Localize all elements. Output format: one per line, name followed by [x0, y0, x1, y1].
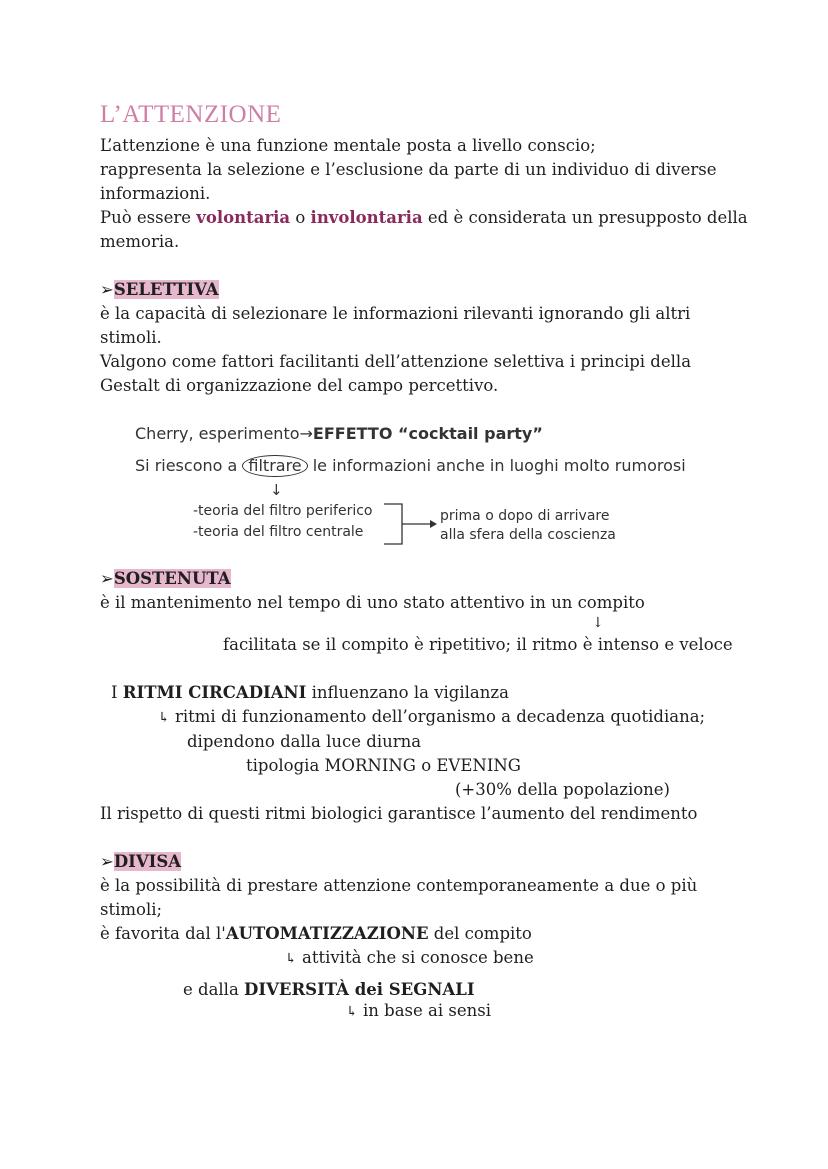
ritmi-circadiani: RITMI CIRCADIANI [122, 683, 307, 702]
selettiva-line-1: è la capacità di selezionare le informazioni rilevanti ignorando gli altri [100, 304, 691, 323]
intro-line-1: L’attenzione è una funzione mentale posta a livello conscio; [100, 136, 596, 155]
selettiva-line-3: Valgono come fattori facilitanti dell’attenzione selettiva i principi della [100, 352, 692, 371]
divisa-text: è favorita dal l' [100, 924, 226, 943]
divisa-line-3 [100, 922, 532, 946]
intro-line-4 [100, 206, 748, 230]
cocktail-party-effect: EFFETTO “cocktail party” [312, 424, 543, 443]
intro-text: Può essere [100, 208, 197, 227]
theory-central: -teoria del filtro centrale [193, 524, 364, 540]
intro-line-2: rappresenta la selezione e l’esclusione da parte di un individuo di diverse [100, 160, 717, 179]
heading-divisa: DIVISA [113, 852, 182, 871]
ritmi-text: I [111, 683, 123, 702]
filter-result-2: alla sfera della coscienza [440, 527, 616, 543]
filter-sentence [135, 455, 686, 477]
section-heading-selettiva [100, 278, 219, 302]
bullet-arrow-icon: ➢ [100, 569, 114, 588]
filtrare-circled: filtrare [242, 455, 307, 477]
heading-sostenuta: SOSTENUTA [113, 569, 231, 588]
down-arrow-icon: ↓ [270, 481, 283, 499]
return-arrow-icon: ↳ [346, 1004, 358, 1020]
intro-text: ed è considerata un presupposto della [422, 208, 748, 227]
section-heading-sostenuta [100, 567, 231, 591]
divisa-line-6 [346, 999, 491, 1024]
intro-text: o [290, 208, 311, 227]
cherry-text: Cherry, esperimento→ [135, 424, 313, 443]
divisa-text: del compito [428, 924, 532, 943]
selettiva-line-4: Gestalt di organizzazione del campo percettivo. [100, 376, 499, 395]
page-title: L’ATTENZIONE [100, 101, 282, 128]
ritmi-line-5: (+30% della popolazione) [455, 780, 670, 799]
divisa-line-2: stimoli; [100, 900, 163, 919]
ritmi-line-4: tipologia MORNING o EVENING [246, 756, 521, 775]
return-arrow-icon: ↳ [158, 710, 170, 726]
divisa-line-1: è la possibilità di prestare attenzione contemporaneamente a due o più [100, 876, 698, 895]
divisa-line-4 [285, 946, 534, 971]
diversita-segnali: DIVERSITÀ dei SEGNALI [244, 980, 475, 999]
term-volontaria: volontaria [196, 208, 291, 227]
filter-text: le informazioni anche in luoghi molto rumorosi [307, 456, 686, 475]
heading-selettiva: SELETTIVA [113, 280, 219, 299]
sostenuta-line-1: è il mantenimento nel tempo di uno stato attentivo in un compito [100, 593, 645, 612]
bullet-arrow-icon: ➢ [100, 852, 114, 871]
ritmi-text: ritmi di funzionamento dell’organismo a decadenza quotidiana; [169, 707, 706, 726]
ritmi-text: influenzano la vigilanza [306, 683, 509, 702]
automatizzazione: AUTOMATIZZAZIONE [225, 924, 429, 943]
intro-line-5: memoria. [100, 232, 180, 251]
return-arrow-icon: ↳ [285, 951, 297, 967]
ritmi-line-3: dipendono dalla luce diurna [187, 732, 422, 751]
divisa-text: e dalla [183, 980, 245, 999]
bracket-arrow-icon [380, 502, 440, 548]
intro-line-3: informazioni. [100, 184, 211, 203]
rispetto-line: Il rispetto di questi ritmi biologici garantisce l’aumento del rendimento [100, 804, 698, 823]
cherry-experiment [135, 424, 543, 443]
term-involontaria: involontaria [310, 208, 423, 227]
down-arrow-icon: ↓ [592, 615, 604, 631]
ritmi-circadiani-line [111, 681, 509, 705]
filter-text: Si riescono a [135, 456, 243, 475]
section-heading-divisa [100, 850, 181, 874]
selettiva-line-2: stimoli. [100, 328, 162, 347]
theory-peripheral: -teoria del filtro periferico [193, 503, 373, 519]
divisa-text: in base ai sensi [357, 1001, 491, 1020]
divisa-text: attività che si conosce bene [296, 948, 534, 967]
filter-result-1: prima o dopo di arrivare [440, 508, 610, 524]
sostenuta-line-2: facilitata se il compito è ripetitivo; il ritmo è intenso e veloce [223, 635, 733, 654]
ritmi-line-2 [158, 705, 705, 730]
bullet-arrow-icon: ➢ [100, 280, 114, 299]
